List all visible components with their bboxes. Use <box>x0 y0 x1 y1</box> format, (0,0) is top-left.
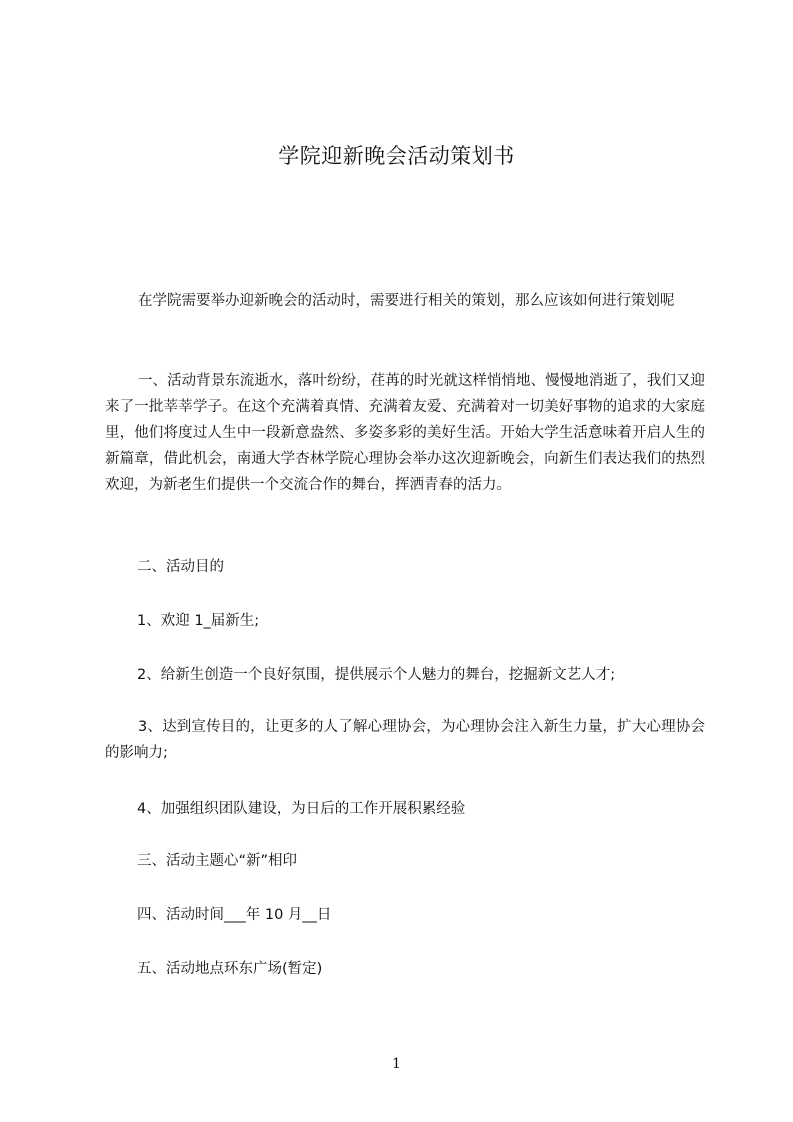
background-paragraph: 一、活动背景东流逝水，落叶纷纷，荏苒的时光就这样悄悄地、慢慢地消逝了，我们又迎来了一批莘莘学子。在这个充满着真情、充满着友爱、充满着对一切美好事物的追求的大家庭里，他们将度过人生中一段新意盎然、多姿多彩的美好生活。开始大学生活意味着开启人生的新篇章，借此机会，南通大学杏林学院心理协会举办这次迎新晚会，向新生们表达我们的热烈欢迎，为新老生们提供一个交流合作的舞台，挥洒青春的活力。 <box>105 373 705 493</box>
document-title: 学院迎新晚会活动策划书 <box>278 144 515 168</box>
purpose-heading: 二、活动目的 <box>137 559 224 575</box>
goal-item-3: 3、达到宣传目的，让更多的人了解心理协会，为心理协会注入新生力量，扩大心理协会的影响力; <box>105 719 705 761</box>
location-heading: 五、活动地点环东广场(暂定) <box>137 961 323 977</box>
time-heading: 四、活动时间___年 10 月__日 <box>137 907 332 923</box>
intro-paragraph: 在学院需要举办迎新晚会的活动时，需要进行相关的策划，那么应该如何进行策划呢 <box>138 293 675 309</box>
theme-heading: 三、活动主题心“新”相印 <box>137 853 298 869</box>
goal-item-4: 4、加强组织团队建设，为日后的工作开展积累经验 <box>137 801 466 817</box>
page-number: 1 <box>392 1056 401 1072</box>
goal-item-2: 2、给新生创造一个良好氛围，提供展示个人魅力的舞台，挖掘新文艺人才; <box>137 667 616 683</box>
goal-item-1: 1、欢迎 1_届新生; <box>137 613 260 629</box>
